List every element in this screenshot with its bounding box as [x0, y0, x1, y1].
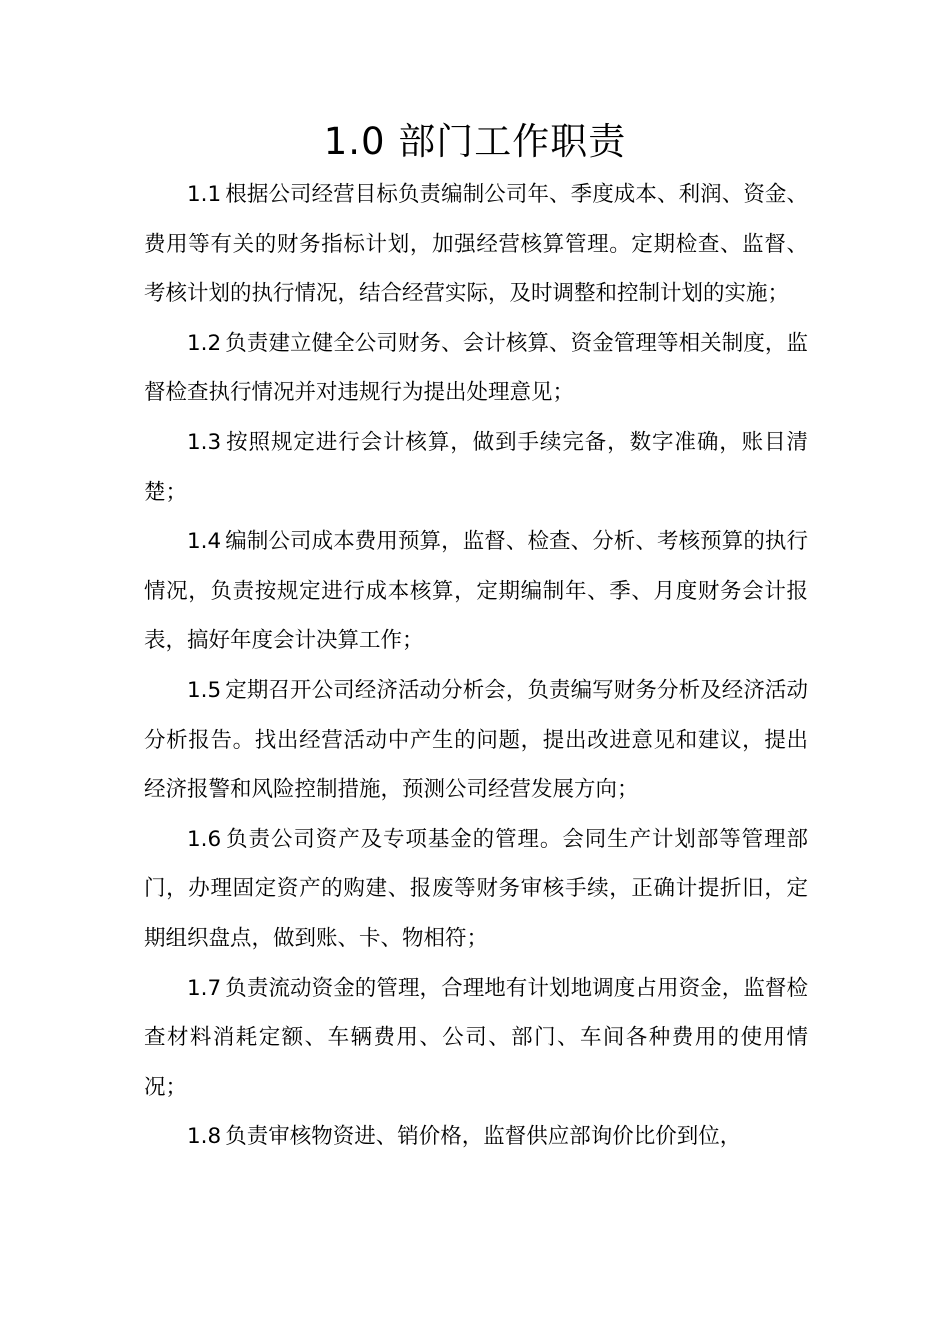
- paragraph-1-8: [144, 1112, 808, 1162]
- paragraph-1-5: [144, 666, 808, 815]
- paragraph-1-6: [144, 815, 808, 964]
- paragraph-text: 按照规定进行会计核算，做到手续完备，数字准确，账目清楚；: [144, 429, 808, 505]
- paragraph-text: 负责建立健全公司财务、会计核算、资金管理等相关制度，监督检查执行情况并对违规行为提出处理意见；: [144, 330, 808, 406]
- paragraph-number: 1.6: [187, 826, 222, 852]
- paragraph-text: 负责公司资产及专项基金的管理。会同生产计划部等管理部门，办理固定资产的购建、报废等财务审核手续，正确计提折旧，定期组织盘点，做到账、卡、物相符；: [144, 826, 808, 951]
- paragraph-1-4: [144, 517, 808, 666]
- paragraph-number: 1.8: [187, 1124, 222, 1150]
- document-title: 1.0 部门工作职责: [323, 120, 627, 163]
- paragraph-number: 1.3: [187, 429, 222, 455]
- paragraph-text: 负责审核物资进、销价格，监督供应部询价比价到位，: [225, 1124, 742, 1150]
- paragraph-1-3: [144, 418, 808, 517]
- paragraph-text: 根据公司经营目标负责编制公司年、季度成本、利润、资金、费用等有关的财务指标计划，加强经营核算管理。定期检查、监督、考核计划的执行情况，结合经营实际，及时调整和控制计划的实施；: [144, 182, 808, 307]
- paragraph-1-7: [144, 964, 808, 1113]
- paragraph-number: 1.7: [187, 975, 222, 1001]
- paragraph-text: 负责流动资金的管理，合理地有计划地调度占用资金，监督检查材料消耗定额、车辆费用、公司、部门、车间各种费用的使用情况；: [144, 975, 808, 1100]
- paragraph-number: 1.5: [187, 677, 222, 703]
- paragraph-number: 1.2: [187, 330, 222, 356]
- paragraph-1-2: [144, 319, 808, 418]
- paragraph-text: 编制公司成本费用预算，监督、检查、分析、考核预算的执行情况，负责按规定进行成本核算，定期编制年、季、月度财务会计报表，搞好年度会计决算工作；: [144, 529, 808, 654]
- document-body: [144, 170, 808, 1162]
- paragraph-number: 1.1: [187, 182, 222, 207]
- paragraph-number: 1.4: [187, 529, 222, 555]
- paragraph-text: 定期召开公司经济活动分析会，负责编写财务分析及经济活动分析报告。找出经营活动中产生的问题，提出改进意见和建议，提出经济报警和风险控制措施，预测公司经营发展方向；: [144, 677, 808, 803]
- paragraph-1-1: [144, 170, 808, 319]
